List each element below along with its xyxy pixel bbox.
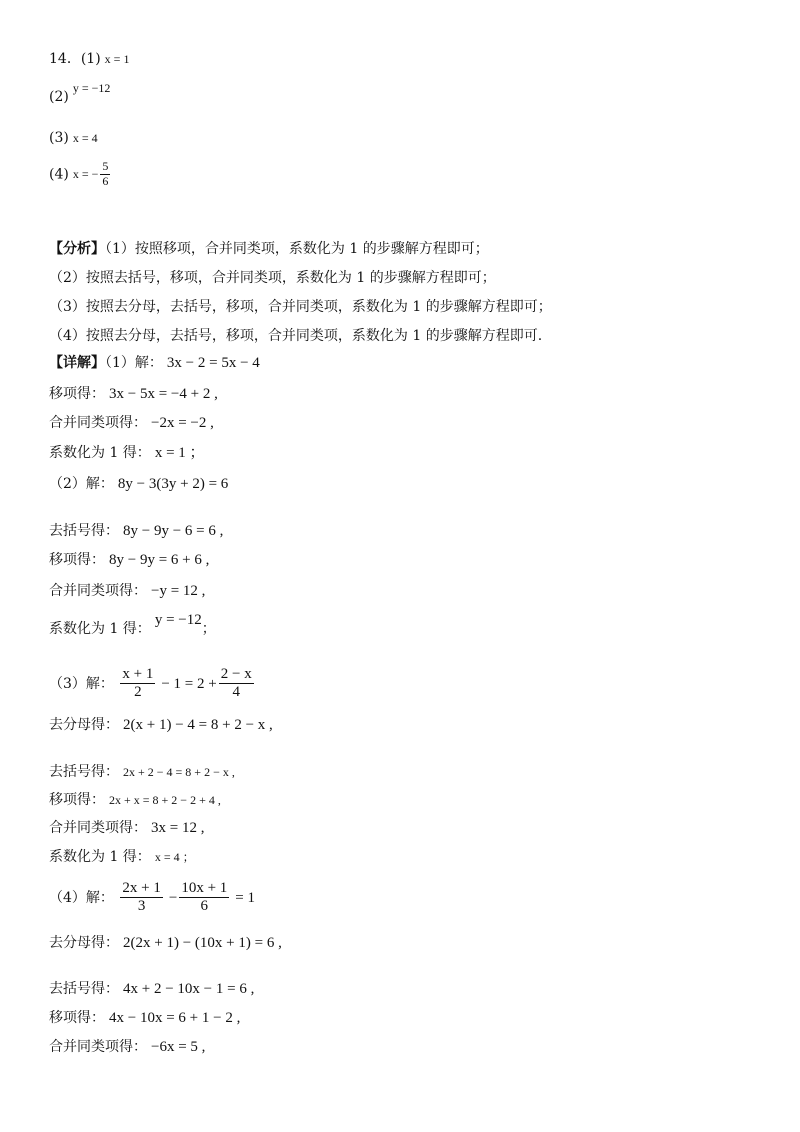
solution-step: 去分母得： 2(x + 1) − 4 = 8 + 2 − x , [49, 717, 273, 733]
answer-2 [49, 81, 111, 105]
solution-step: 去括号得： 2x + 2 − 4 = 8 + 2 − x , [49, 764, 235, 780]
solution-step: 移项得： 8y − 9y = 6 + 6 , [49, 552, 210, 568]
question-number: 14． [49, 51, 81, 67]
solution-step: 去括号得： 8y − 9y − 6 = 6 , [49, 523, 224, 539]
analysis-line-1: 【分析】（1）按照移项，合并同类项，系数化为 1 的步骤解方程即可； [49, 241, 489, 257]
solution-step: 合并同类项得： −6x = 5 , [49, 1039, 206, 1055]
detail-p1-equation: 3x − 2 = 5x − 4 [166, 355, 260, 371]
answer-1-label: (1) [80, 51, 101, 67]
analysis-line-3: （3）按照去分母，去括号，移项，合并同类项，系数化为 1 的步骤解方程即可； [49, 299, 552, 315]
detail-tag: 【详解】 [49, 355, 105, 371]
answer-3-label: (3) [49, 130, 69, 146]
analysis-tag: 【分析】 [49, 241, 105, 257]
p4-fraction-1: $\frac{2x + 1}{3}$ [122, 880, 161, 915]
answer-2-expr: y = −12 [72, 81, 111, 95]
solution-step: 系数化为 1 得： x = 1 ； [49, 445, 205, 461]
analysis-line-2: （2）按照去括号，移项，合并同类项，系数化为 1 的步骤解方程即可； [49, 270, 496, 286]
detail-p4-head: （4）解： $\frac{2x + 1}{3}$ − $\frac{10x + 1}{6}$ = 1 [49, 880, 255, 915]
solution-step: 移项得： 4x − 10x = 6 + 1 − 2 , [49, 1010, 241, 1026]
detail-p2-equation: 8y − 3(3y + 2) = 6 [117, 476, 229, 492]
solution-step: 去分母得： 2(2x + 1) − (10x + 1) = 6 , [49, 935, 282, 951]
solution-step: 合并同类项得： −2x = −2 , [49, 415, 214, 431]
p3-fraction-1: $\frac{x + 1}{2}$ [122, 666, 154, 701]
solution-step: 去括号得： 4x + 2 − 10x − 1 = 6 , [49, 981, 255, 997]
answer-3 [49, 131, 98, 145]
answer-4-label: (4) [49, 166, 69, 183]
solution-step: 合并同类项得： −y = 12 , [49, 583, 206, 599]
p3-fraction-2: $\frac{2 - x}{4}$ [220, 666, 252, 701]
answer-3-expr: x = 4 [72, 131, 98, 145]
solution-step: 移项得： 3x − 5x = −4 + 2 , [49, 386, 218, 402]
solution-step: 合并同类项得： 3x = 12 , [49, 820, 205, 836]
detail-p2-head: （2）解： 8y − 3(3y + 2) = 6 [49, 476, 229, 492]
answer-2-label: (2) [49, 89, 69, 105]
answer-4 [49, 160, 112, 189]
detail-p1-head: 【详解】（1）解： 3x − 2 = 5x − 4 [49, 355, 260, 371]
solution-step: 移项得： 2x + x = 8 + 2 − 2 + 4 , [49, 792, 221, 808]
p4-fraction-2: $\frac{10x + 1}{6}$ [181, 880, 228, 915]
detail-p3-head: （3）解： $\frac{x + 1}{2}$ − 1 = 2 + $\frac{2 - x}{4}$ [49, 666, 252, 701]
answer-1-expr: x = 1 [104, 52, 130, 66]
answer-4-fraction: $\frac{5}{6}$ [102, 159, 109, 188]
answer-1 [49, 52, 129, 66]
answer-4-lhs: x = − [72, 167, 99, 182]
solution-step: 系数化为 1 得：y = −12； [49, 612, 216, 637]
analysis-line-4: （4）按照去分母，去括号，移项，合并同类项，系数化为 1 的步骤解方程即可. [49, 328, 543, 344]
solution-step: 系数化为 1 得： x = 4 ； [49, 849, 195, 865]
